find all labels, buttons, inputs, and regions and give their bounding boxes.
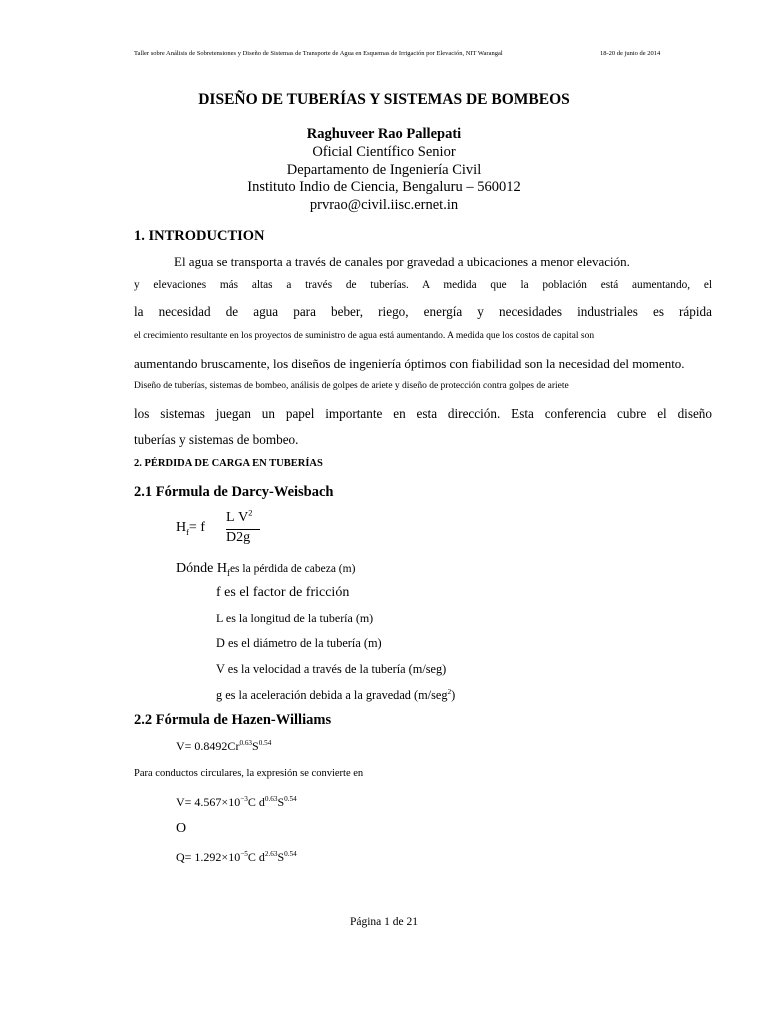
- formula-term: D es el diámetro de la tubería (m): [216, 636, 382, 650]
- author-institute: Instituto Indio de Ciencia, Bengaluru – 560012: [247, 179, 521, 196]
- formula-numerator: L $V^2$: [226, 508, 253, 525]
- formula-lhs: $H_f= f$: [176, 520, 205, 537]
- running-header-date: 18-20 de junio de 2014: [600, 50, 661, 57]
- hazen-equation-2: $V= 4.567\times 10^{-3}C$ $d^{0.63}S^{0.54}$: [176, 795, 297, 809]
- paragraph-line: la necesidad de agua para beber, riego, energía y necesidades industriales es rápida: [134, 304, 712, 319]
- hazen-equation-1: $V= 0.8492Cr^{0.63}S^{0.54}$: [176, 739, 272, 753]
- section-heading-introduction: 1. INTRODUCTION: [134, 228, 265, 244]
- section-heading-head-loss: 2. PÉRDIDA DE CARGA EN TUBERÍAS: [134, 458, 323, 469]
- paragraph-line: aumentando bruscamente, los diseños de ingeniería óptimos con fiabilidad son la necesidad del momento.: [134, 356, 685, 371]
- author-email: prvrao@civil.iisc.ernet.in: [309, 197, 459, 214]
- author-block: [0, 126, 768, 215]
- circular-conduit-note: Para conductos circulares, la expresión se convierte en: [134, 768, 364, 779]
- paragraph-line: El agua se transporta a través de canales por gravedad a ubicaciones a menor elevación.: [174, 254, 630, 269]
- author-name: Raghuveer Rao Pallepati: [306, 126, 462, 142]
- subsection-heading-darcy-weisbach: 2.1 Fórmula de Darcy-Weisbach: [134, 484, 334, 500]
- author-position: Oficial Científico Senior: [312, 143, 456, 160]
- hazen-equation-3: $Q= 1.292\times 10^{-5}C$ $d^{2.63}S^{0.54}$: [176, 850, 297, 864]
- formula-term: f es el factor de fricción: [216, 585, 350, 600]
- formula-denominator: D2g: [226, 530, 251, 545]
- formula-term: L es la longitud de la tubería (m): [216, 611, 374, 625]
- paragraph-line: y elevaciones más altas a través de tuberías. A medida que la población está aumentando, el: [134, 279, 712, 291]
- document-title: DISEÑO DE TUBERÍAS Y SISTEMAS DE BOMBEOS: [198, 91, 570, 108]
- formula-term: g es la aceleración debida a la gravedad (m/seg$^2$): [216, 686, 456, 702]
- subsection-heading-hazen-williams: 2.2 Fórmula de Hazen-Williams: [134, 712, 332, 728]
- author-department: Departamento de Ingeniería Civil: [286, 161, 482, 178]
- page-number: Página 1 de 21: [349, 916, 419, 928]
- paragraph-line: los sistemas juegan un papel importante en esta dirección. Esta conferencia cubre el diseño: [134, 406, 712, 421]
- running-header-left: Taller sobre Análisis de Sobretensiones y Diseño de Sistemas de Transporte de Agua en Esquemas de Irrigación por Elevación, NIT Warangal: [134, 50, 503, 57]
- paragraph-line: tuberías y sistemas de bombeo.: [134, 432, 299, 447]
- paragraph-line: Diseño de tuberías, sistemas de bombeo, análisis de golpes de ariete y diseño de protección contra golpes de ariete: [134, 381, 569, 391]
- formula-term: V es la velocidad a través de la tubería (m/seg): [216, 662, 447, 676]
- or-separator: O: [176, 821, 187, 836]
- paragraph-line: el crecimiento resultante en los proyectos de suministro de agua está aumentando. A medida que los costos de capital son: [134, 331, 595, 341]
- formula-where-line: Dónde $H_fes$ la pérdida de cabeza (m): [176, 561, 356, 579]
